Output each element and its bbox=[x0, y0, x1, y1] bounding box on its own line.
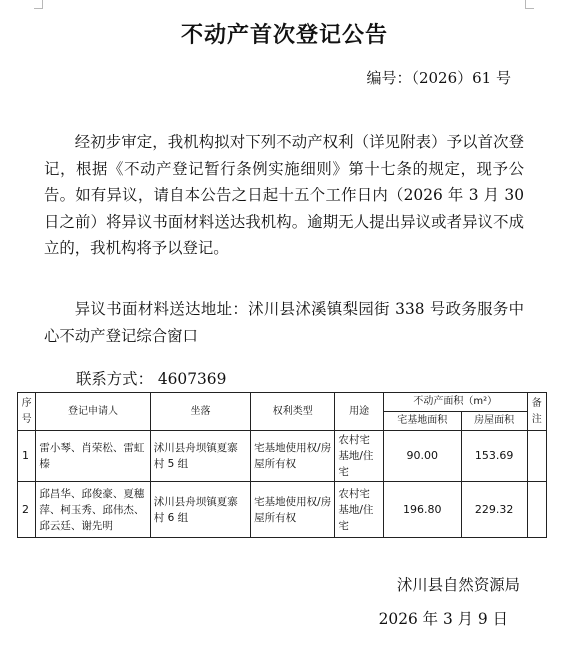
header-area-group: 不动产面积（m²） bbox=[383, 393, 527, 412]
row-applicant: 邱昌华、邱俊豪、夏穗萍、柯玉秀、邱伟杰、邱云廷、谢先明 bbox=[36, 482, 150, 538]
objection-address-paragraph: 异议书面材料送达地址：沭川县沭溪镇梨园街 338 号政务服务中心不动产登记综合窗口 bbox=[44, 300, 524, 345]
table-row bbox=[18, 431, 547, 482]
crop-mark-top-left bbox=[34, 0, 43, 9]
header-house-area: 房屋面积 bbox=[461, 412, 527, 431]
header-seq: 序号 bbox=[18, 393, 36, 431]
notice-title: 不动产首次登记公告 bbox=[180, 23, 388, 48]
row-usage: 农村宅基地/住宅 bbox=[335, 431, 384, 482]
header-location: 坐落 bbox=[150, 393, 250, 431]
header-remarks: 备注 bbox=[527, 393, 547, 431]
row-usage: 农村宅基地/住宅 bbox=[335, 482, 384, 538]
registration-table bbox=[17, 392, 547, 538]
row-right-type: 宅基地使用权/房屋所有权 bbox=[251, 482, 335, 538]
row-land-area: 196.80 bbox=[383, 482, 461, 538]
row-location: 沭川县舟坝镇夏寨村 5 组 bbox=[150, 431, 250, 482]
crop-mark-top-right bbox=[525, 0, 534, 9]
row-seq: 1 bbox=[18, 431, 36, 482]
header-right-type: 权利类型 bbox=[251, 393, 335, 431]
row-house-area: 153.69 bbox=[461, 431, 527, 482]
document-number: 编号：（2026）61 号 bbox=[366, 69, 511, 87]
row-applicant: 雷小琴、肖荣松、雷虹榛 bbox=[36, 431, 150, 482]
row-seq: 2 bbox=[18, 482, 36, 538]
header-land-area: 宅基地面积 bbox=[383, 412, 461, 431]
header-applicant: 登记申请人 bbox=[36, 393, 150, 431]
issuing-organization: 沭川县自然资源局 bbox=[396, 576, 520, 594]
row-land-area: 90.00 bbox=[383, 431, 461, 482]
row-remarks bbox=[527, 482, 547, 538]
table-row bbox=[18, 482, 547, 538]
contact-phone: 联系方式： 4607369 bbox=[76, 370, 227, 388]
row-remarks bbox=[527, 431, 547, 482]
row-house-area: 229.32 bbox=[461, 482, 527, 538]
issue-date: 2026 年 3 月 9 日 bbox=[378, 610, 508, 628]
row-location: 沭川县舟坝镇夏寨村 6 组 bbox=[150, 482, 250, 538]
header-usage: 用途 bbox=[335, 393, 384, 431]
notice-body-paragraph: 经初步审定，我机构拟对下列不动产权利（详见附表）予以首次登记，根据《不动产登记暂行条例实施细则》第十七条的规定，现予公告。如有异议，请自本公告之日起十五个工作日内（2026 年 3 月 30 日之前）将异议书面材料送达我机构。逾期无人提出异议或者异议不成立的，我机构将予以登记。 bbox=[44, 133, 524, 257]
table-header-row bbox=[18, 393, 547, 412]
row-right-type: 宅基地使用权/房屋所有权 bbox=[251, 431, 335, 482]
